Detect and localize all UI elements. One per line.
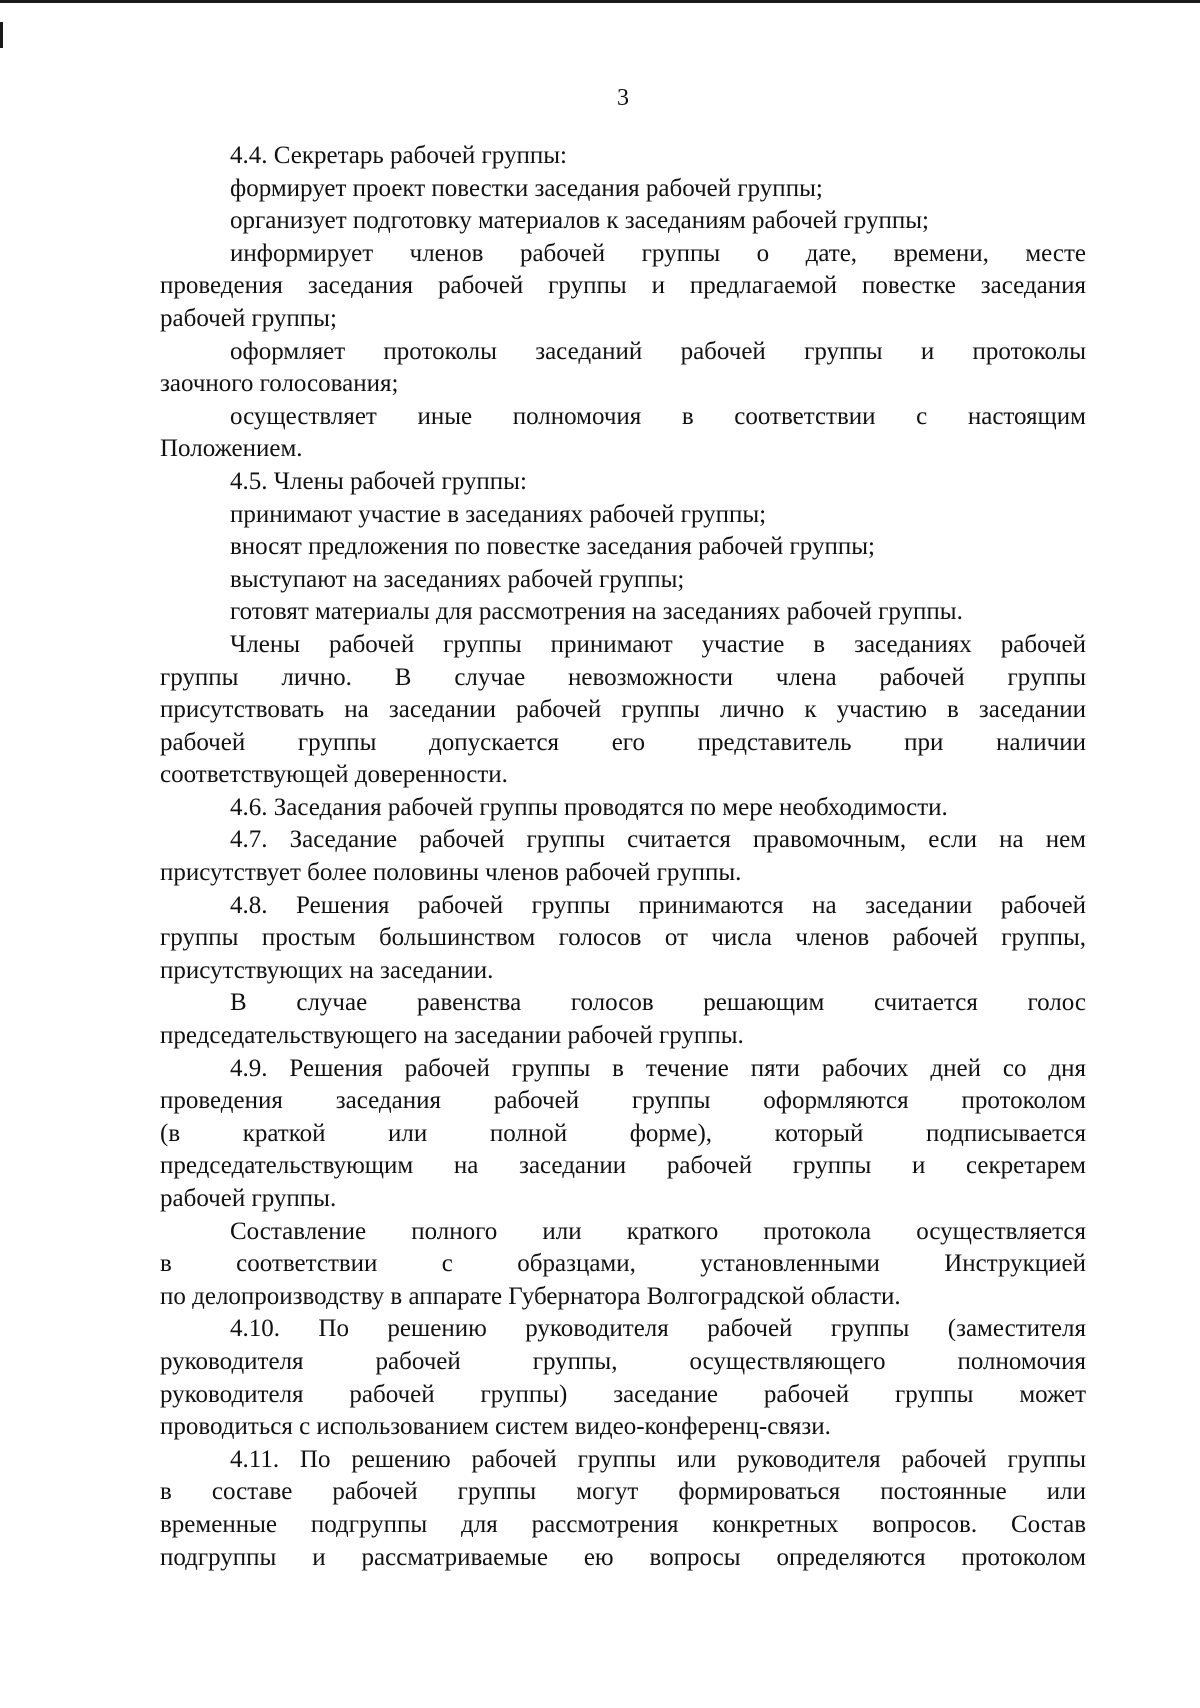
text-line: группы простым большинством голосов от числа членов рабочей группы, (160, 924, 1086, 952)
page-number: 3 (617, 85, 629, 111)
text-line: руководителя рабочей группы, осуществляющего полномочия (160, 1347, 1086, 1375)
text-line: по делопроизводству в аппарате Губернатора Волгоградской области. (160, 1282, 901, 1310)
text-line: организует подготовку материалов к заседаниям рабочей группы; (230, 207, 929, 235)
text-line: формирует проект повестки заседания рабочей группы; (230, 174, 823, 202)
text-line: подгруппы и рассматриваемые ею вопросы определяются протоколом (160, 1543, 1086, 1571)
text-line: (в краткой или полной форме), который подписывается (160, 1119, 1086, 1147)
text-line: группы лично. В случае невозможности члена рабочей группы (160, 663, 1086, 691)
text-line: принимают участие в заседаниях рабочей группы; (230, 500, 767, 528)
text-line: присутствующих на заседании. (160, 956, 494, 984)
text-line: информирует членов рабочей группы о дате, времени, месте (230, 239, 1086, 267)
text-line: временные подгруппы для рассмотрения конкретных вопросов. Состав (160, 1510, 1086, 1538)
text-line: 4.9. Решения рабочей группы в течение пяти рабочих дней со дня (230, 1054, 1086, 1082)
text-line: руководителя рабочей группы) заседание рабочей группы может (160, 1380, 1086, 1408)
text-line: рабочей группы. (160, 1185, 337, 1212)
text-line: проведения заседания рабочей группы и предлагаемой повестке заседания (160, 272, 1086, 300)
text-line: 4.5. Члены рабочей группы: (230, 467, 527, 495)
text-line: в соответствии с образцами, установленными Инструкцией (160, 1250, 1086, 1278)
text-line: проводиться с использованием систем видео-конференц-связи. (160, 1413, 831, 1441)
text-line: проведения заседания рабочей группы оформляются протоколом (160, 1087, 1086, 1115)
text-line: председательствующего на заседании рабочей группы. (160, 1022, 744, 1050)
text-line: 4.10. По решению руководителя рабочей группы (заместителя (230, 1315, 1086, 1343)
text-line: рабочей группы допускается его представитель при наличии (160, 728, 1086, 756)
text-line: 4.7. Заседание рабочей группы считается правомочным, если на нем (230, 826, 1086, 854)
page-left-mark (0, 22, 3, 48)
text-line: оформляет протоколы заседаний рабочей группы и протоколы (230, 337, 1086, 365)
text-line: в составе рабочей группы могут формироваться постоянные или (160, 1478, 1086, 1506)
text-line: 4.11. По решению рабочей группы или руководителя рабочей группы (230, 1445, 1086, 1473)
text-line: 4.6. Заседания рабочей группы проводятся по мере необходимости. (230, 793, 948, 821)
text-line: присутствует более половины членов рабочей группы. (160, 859, 742, 887)
text-line: готовят материалы для рассмотрения на заседаниях рабочей группы. (230, 598, 963, 626)
text-line: соответствующей доверенности. (160, 761, 508, 789)
text-line: Составление полного или краткого протокола осуществляется (230, 1217, 1086, 1245)
text-line: 4.8. Решения рабочей группы принимаются на заседании рабочей (230, 891, 1086, 919)
document-body (160, 140, 1086, 1574)
text-line: заочного голосования; (160, 370, 399, 398)
text-line: осуществляет иные полномочия в соответствии с настоящим (230, 402, 1086, 430)
page-top-edge (0, 0, 1200, 3)
text-line: рабочей группы; (160, 304, 337, 332)
text-line: присутствовать на заседании рабочей группы лично к участию в заседании (160, 696, 1086, 724)
text-line: вносят предложения по повестке заседания рабочей группы; (230, 533, 875, 561)
text-line: Члены рабочей группы принимают участие в заседаниях рабочей (230, 630, 1086, 658)
text-line: выступают на заседаниях рабочей группы; (230, 565, 685, 593)
text-line: В случае равенства голосов решающим считается голос (230, 989, 1086, 1017)
text-line: председательствующим на заседании рабочей группы и секретарем (160, 1152, 1086, 1180)
text-line: 4.4. Секретарь рабочей группы: (230, 142, 567, 169)
text-line: Положением. (160, 435, 303, 463)
